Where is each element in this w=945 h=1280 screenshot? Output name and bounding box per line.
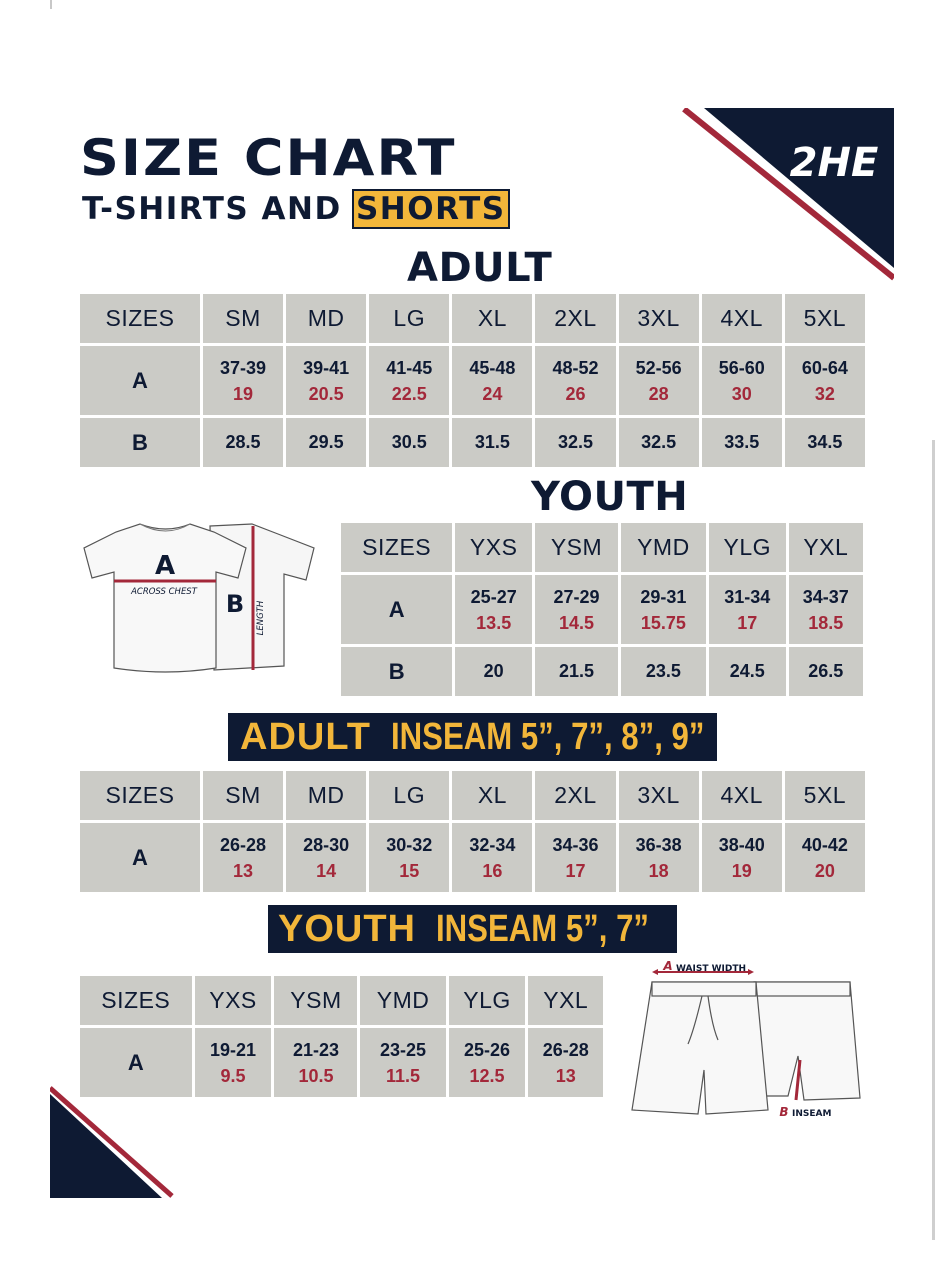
- value-inches: 27-29: [553, 586, 600, 607]
- table-header-cell: MD: [286, 294, 366, 343]
- table-cell: [286, 823, 366, 892]
- corner-navy-triangle: [704, 108, 894, 268]
- value-inches: 39-41: [303, 357, 350, 378]
- row-label-a: A: [80, 1028, 192, 1097]
- table-header-cell: YXL: [789, 523, 863, 572]
- table-header-row: [80, 294, 865, 343]
- table-header-cell: 3XL: [619, 771, 699, 820]
- value-inches: 41-45: [386, 357, 433, 378]
- table-header-cell: YXS: [195, 976, 272, 1025]
- value-half-chest: 30: [731, 383, 752, 404]
- inseam-line: [796, 1060, 800, 1100]
- table-cell: [203, 823, 283, 892]
- value-half-chest: 20.5: [308, 383, 344, 404]
- table-header-cell: 2XL: [535, 771, 615, 820]
- table-cell: [619, 346, 699, 415]
- table-cell: [528, 1028, 603, 1097]
- table-cell: [535, 346, 615, 415]
- value-inches: 26-28: [542, 1039, 589, 1060]
- row-label-a: A: [341, 575, 452, 644]
- table-cell: 32.5: [535, 418, 615, 467]
- adult-heading: ADULT: [407, 245, 553, 291]
- table-header-cell: 2XL: [535, 294, 615, 343]
- waist-width-label: WAIST WIDTH: [676, 964, 747, 974]
- brand-logo: 2HE: [789, 140, 879, 186]
- across-chest-label: ACROSS CHEST: [131, 587, 197, 597]
- page-title: SIZE CHART: [80, 129, 457, 188]
- top-edge-mark: [50, 0, 52, 9]
- table-row: [341, 575, 863, 644]
- table-cell: [621, 575, 706, 644]
- table-cell: 30.5: [369, 418, 449, 467]
- table-cell: 28.5: [203, 418, 283, 467]
- table-cell: [203, 346, 283, 415]
- table-header-cell: SIZES: [341, 523, 452, 572]
- value-half-waist: 15: [399, 860, 420, 881]
- adult-inseam-banner-sizes: INSEAM 5”, 7”, 8”, 9”: [390, 715, 705, 758]
- table-header-cell: SIZES: [80, 976, 192, 1025]
- table-cell: [619, 823, 699, 892]
- corner-bottom-graphic: [50, 1086, 175, 1198]
- table-header-cell: YLG: [449, 976, 526, 1025]
- value-inches: 48-52: [552, 357, 599, 378]
- table-header-cell: YLG: [709, 523, 786, 572]
- table-header-cell: YXS: [455, 523, 532, 572]
- table-cell: [455, 575, 532, 644]
- table-header-cell: 3XL: [619, 294, 699, 343]
- youth-heading: YOUTH: [531, 474, 689, 520]
- table-row: [80, 823, 865, 892]
- page-subtitle: [82, 190, 508, 228]
- value-half-chest: 18.5: [808, 612, 844, 633]
- table-cell: [785, 346, 865, 415]
- table-cell: [702, 823, 782, 892]
- table-cell: [360, 1028, 445, 1097]
- value-half-waist: 11.5: [386, 1065, 421, 1086]
- tshirt-diagram: [82, 520, 318, 678]
- table-header-cell: MD: [286, 771, 366, 820]
- value-inches: 23-25: [380, 1039, 427, 1060]
- row-label-a: A: [80, 823, 200, 892]
- table-row: [341, 647, 863, 696]
- value-half-waist: 18: [648, 860, 669, 881]
- subtitle-shorts-highlight: SHORTS: [355, 191, 506, 227]
- table-cell: [274, 1028, 357, 1097]
- table-cell: 32.5: [619, 418, 699, 467]
- inseam-label: INSEAM: [792, 1109, 832, 1119]
- waist-arrow-right: [748, 969, 754, 975]
- table-cell: [702, 346, 782, 415]
- value-half-chest: 28: [648, 383, 669, 404]
- table-cell: 29.5: [286, 418, 366, 467]
- value-inches: 26-28: [220, 834, 267, 855]
- table-header-row: [80, 771, 865, 820]
- value-inches: 34-37: [802, 586, 849, 607]
- table-cell: 23.5: [621, 647, 706, 696]
- table-header-cell: XL: [452, 771, 532, 820]
- value-half-chest: 19: [233, 383, 254, 404]
- table-cell: [785, 823, 865, 892]
- value-inches: 34-36: [552, 834, 599, 855]
- table-header-cell: YMD: [360, 976, 445, 1025]
- value-half-chest: 32: [814, 383, 835, 404]
- value-half-waist: 14: [316, 860, 337, 881]
- value-half-chest: 17: [737, 612, 758, 633]
- table-row: [80, 346, 865, 415]
- adult-shirt-size-table: [77, 291, 868, 470]
- value-inches: 60-64: [801, 357, 848, 378]
- adult-inseam-banner-title: ADULT: [240, 715, 371, 758]
- value-inches: 29-31: [640, 586, 687, 607]
- table-cell: [195, 1028, 272, 1097]
- value-half-chest: 13.5: [476, 612, 512, 633]
- value-half-waist: 12.5: [469, 1065, 505, 1086]
- table-cell: [452, 346, 532, 415]
- table-row: [80, 418, 865, 467]
- table-cell: 21.5: [535, 647, 618, 696]
- value-half-waist: 10.5: [298, 1065, 334, 1086]
- value-half-chest: 24: [482, 383, 503, 404]
- table-cell: 20: [455, 647, 532, 696]
- table-header-cell: 4XL: [702, 771, 782, 820]
- value-half-waist: 9.5: [220, 1065, 246, 1086]
- value-inches: 40-42: [801, 834, 848, 855]
- table-cell: 24.5: [709, 647, 786, 696]
- table-cell: 31.5: [452, 418, 532, 467]
- youth-inseam-banner-sizes: INSEAM 5”, 7”: [436, 907, 649, 950]
- value-half-waist: 13: [555, 1065, 576, 1086]
- value-inches: 38-40: [718, 834, 765, 855]
- table-cell: [535, 575, 618, 644]
- row-label-b: B: [341, 647, 452, 696]
- table-header-cell: YMD: [621, 523, 706, 572]
- table-cell: 34.5: [785, 418, 865, 467]
- value-inches: 45-48: [469, 357, 516, 378]
- value-half-chest: 22.5: [391, 383, 427, 404]
- value-half-chest: 15.75: [640, 612, 686, 633]
- value-half-chest: 14.5: [558, 612, 595, 633]
- table-cell: 26.5: [789, 647, 863, 696]
- value-half-waist: 13: [233, 860, 254, 881]
- table-header-cell: 4XL: [702, 294, 782, 343]
- table-cell: [286, 346, 366, 415]
- table-row: [80, 1028, 603, 1097]
- youth-inseam-banner: [268, 905, 677, 953]
- table-header-cell: SM: [203, 294, 283, 343]
- value-inches: 28-30: [303, 834, 350, 855]
- youth-inseam-banner-title: YOUTH: [278, 907, 416, 950]
- shorts-label-b: B: [779, 1105, 789, 1119]
- subtitle-tshirts: T-SHIRTS AND: [82, 191, 342, 227]
- value-half-waist: 19: [731, 860, 752, 881]
- table-header-cell: SIZES: [80, 771, 200, 820]
- value-inches: 30-32: [386, 834, 433, 855]
- value-inches: 36-38: [635, 834, 682, 855]
- table-cell: [535, 823, 615, 892]
- shorts-front-waistband: [652, 982, 756, 996]
- shorts-diagram: [628, 960, 866, 1122]
- table-header-cell: 5XL: [785, 294, 865, 343]
- scrollbar-track[interactable]: [932, 440, 935, 1240]
- table-header-cell: 5XL: [785, 771, 865, 820]
- youth-shirt-size-table: [338, 520, 866, 699]
- shorts-back-waistband: [754, 982, 850, 996]
- corner-bottom-navy-triangle: [50, 1094, 162, 1198]
- value-inches: 25-27: [470, 586, 517, 607]
- table-cell: [709, 575, 786, 644]
- corner-logo-graphic: [680, 108, 894, 282]
- adult-shorts-size-table: [77, 768, 868, 895]
- table-header-cell: YSM: [274, 976, 357, 1025]
- table-header-row: [80, 976, 603, 1025]
- value-inches: 56-60: [718, 357, 765, 378]
- value-inches: 19-21: [209, 1039, 257, 1060]
- shorts-label-a: A: [663, 960, 673, 973]
- table-cell: [369, 823, 449, 892]
- value-inches: 32-34: [469, 834, 516, 855]
- waist-arrow-left: [652, 969, 658, 975]
- value-inches: 52-56: [635, 357, 682, 378]
- value-half-waist: 16: [482, 860, 503, 881]
- value-inches: 21-23: [292, 1039, 339, 1060]
- table-header-cell: YXL: [528, 976, 603, 1025]
- value-inches: 37-39: [220, 357, 267, 378]
- value-half-waist: 20: [814, 860, 835, 881]
- table-header-cell: YSM: [535, 523, 618, 572]
- table-cell: [369, 346, 449, 415]
- table-cell: 33.5: [702, 418, 782, 467]
- value-half-chest: 26: [565, 383, 586, 404]
- table-header-cell: XL: [452, 294, 532, 343]
- youth-shorts-size-table: [77, 973, 606, 1100]
- table-cell: [789, 575, 863, 644]
- adult-inseam-banner: [228, 713, 717, 761]
- table-header-cell: SIZES: [80, 294, 200, 343]
- table-cell: [452, 823, 532, 892]
- shirt-label-a: A: [154, 551, 176, 581]
- value-half-waist: 17: [565, 860, 586, 881]
- table-header-row: [341, 523, 863, 572]
- value-inches: 31-34: [724, 586, 771, 607]
- row-label-a: A: [80, 346, 200, 415]
- table-header-cell: LG: [369, 294, 449, 343]
- row-label-b: B: [80, 418, 200, 467]
- table-cell: [449, 1028, 526, 1097]
- table-header-cell: SM: [203, 771, 283, 820]
- table-header-cell: LG: [369, 771, 449, 820]
- shirt-label-b: B: [225, 590, 245, 618]
- value-inches: 25-26: [464, 1039, 511, 1060]
- length-label: LENGTH: [256, 600, 266, 636]
